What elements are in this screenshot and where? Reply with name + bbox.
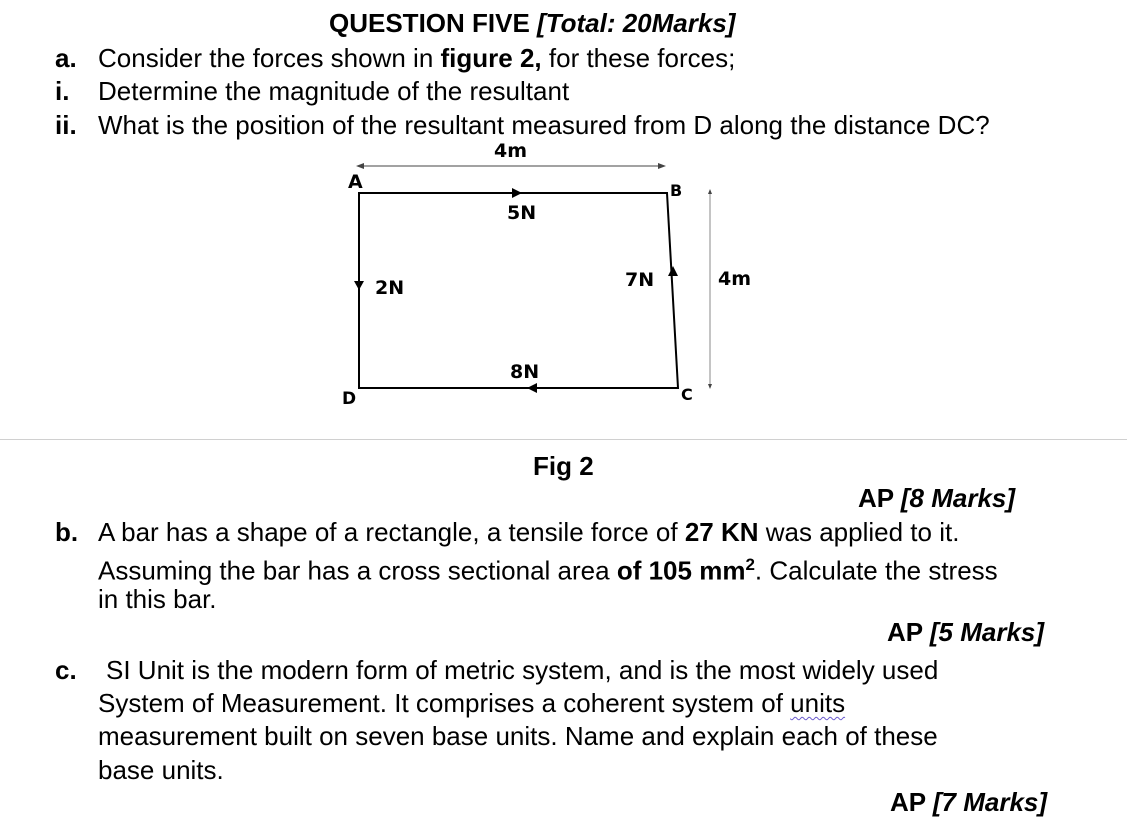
part-b-line-1 xyxy=(98,516,959,548)
corner-label-d: D xyxy=(342,389,357,409)
side-dimension-arrow-top xyxy=(708,189,712,194)
area-superscript: 2 xyxy=(745,555,755,574)
part-c-marks-value: [7 Marks] xyxy=(932,787,1048,817)
force-label-7n: 7N xyxy=(625,269,655,291)
top-dimension-label: 4m xyxy=(494,140,528,162)
part-b-marks-value: [5 Marks] xyxy=(929,617,1045,647)
corner-label-b: B xyxy=(670,181,683,200)
figure-caption: Fig 2 xyxy=(533,451,594,481)
force-label-8n: 8N xyxy=(510,361,540,383)
part-a-post: for these forces; xyxy=(541,43,736,73)
top-dimension-arrow-right xyxy=(658,163,666,169)
part-b-line-3: in this bar. xyxy=(98,584,217,614)
part-a-label: a. xyxy=(55,43,77,73)
figure-reference: figure 2, xyxy=(440,43,542,73)
figure-separator-line xyxy=(0,439,1127,440)
part-c-marks-ap: AP xyxy=(890,787,933,817)
part-b-line-1-pre: A bar has a shape of a rectangle, a tensile force of xyxy=(98,517,685,547)
question-title-main: QUESTION FIVE xyxy=(329,8,538,38)
part-c-line-2 xyxy=(98,687,845,719)
part-a-marks xyxy=(858,482,1015,514)
question-total-marks: [Total: 20Marks] xyxy=(537,8,736,38)
force-label-5n: 5N xyxy=(507,202,537,224)
top-dimension-arrow-left xyxy=(356,163,364,169)
side-dimension-arrow-bottom xyxy=(708,384,712,389)
part-b-marks-ap: AP xyxy=(887,617,930,647)
tensile-force-value: 27 KN xyxy=(684,517,759,547)
part-b-line-1-post: was applied to it. xyxy=(758,517,960,547)
part-c-line-1: SI Unit is the modern form of metric system, and is the most widely used xyxy=(106,655,939,685)
force-arrow-8n xyxy=(527,383,537,393)
force-arrow-5n xyxy=(512,188,522,198)
corner-label-a: A xyxy=(348,171,363,193)
part-c-line-4: base units. xyxy=(98,755,224,785)
side-dimension-label: 4m xyxy=(718,268,752,290)
part-c-line-2-pre: System of Measurement. It comprises a coherent system of xyxy=(98,688,791,718)
force-arrow-2n xyxy=(354,281,364,290)
part-a-i-text: Determine the magnitude of the resultant xyxy=(98,76,570,106)
spellcheck-underlined-word: units xyxy=(790,688,846,718)
part-b-label: b. xyxy=(55,517,79,547)
part-a-pre: Consider the forces shown in xyxy=(98,43,441,73)
part-b-line-2 xyxy=(98,549,998,587)
force-label-2n: 2N xyxy=(375,277,405,299)
part-b-line-2-pre: Assuming the bar has a cross sectional area xyxy=(98,555,617,586)
part-a-ii-text: What is the position of the resultant measured from D along the distance DC? xyxy=(98,110,990,140)
force-arrow-7n xyxy=(668,266,678,276)
part-a-marks-ap: AP xyxy=(858,483,901,513)
part-a-marks-value: [8 Marks] xyxy=(900,483,1016,513)
cross-section-area-value: of 105 mm xyxy=(616,555,746,586)
part-a-ii-label: ii. xyxy=(55,110,77,140)
part-c-marks xyxy=(890,786,1047,818)
part-a-i-label: i. xyxy=(55,76,70,106)
part-b-line-2-post: . Calculate the stress xyxy=(754,555,998,586)
part-c-label: c. xyxy=(55,655,77,685)
corner-label-c: C xyxy=(681,385,693,404)
part-c-line-3: measurement built on seven base units. Name and explain each of these xyxy=(98,721,938,751)
part-b-marks xyxy=(887,616,1044,648)
